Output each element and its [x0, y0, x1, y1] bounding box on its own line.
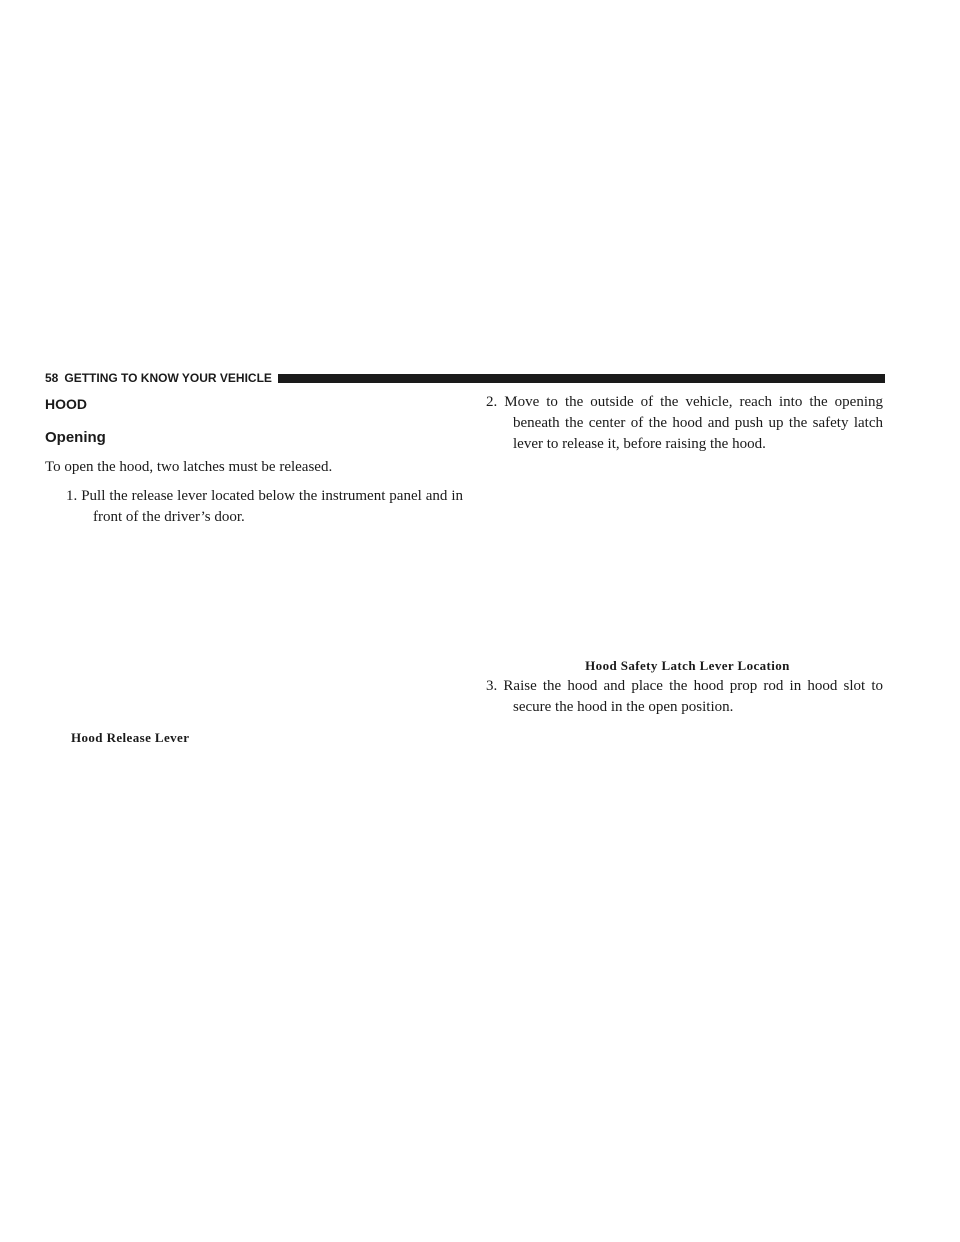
figure-caption-hood-safety-latch: Hood Safety Latch Lever Location — [585, 658, 790, 673]
figure-caption-hood-release-lever: Hood Release Lever — [71, 730, 190, 745]
step-3: 3. Raise the hood and place the hood prop rod in hood slot to secure the hood in the open position. — [486, 678, 883, 715]
subsection-heading: Opening — [45, 429, 106, 446]
section-title: GETTING TO KNOW YOUR VEHICLE — [64, 371, 272, 385]
hood-release-lever-figure — [45, 528, 463, 730]
left-column — [45, 392, 463, 746]
step-2: 2. Move to the outside of the vehicle, reach into the opening beneath the center of the hood and push up the safety latch lever to release it, before raising the hood. — [486, 394, 883, 452]
step-1: 1. Pull the release lever located below the instrument panel and in front of the driver’s door. — [66, 488, 463, 525]
page-header — [45, 370, 885, 386]
page-number: 58 — [45, 371, 59, 385]
intro-paragraph: To open the hood, two latches must be released. — [45, 459, 333, 475]
header-rule — [278, 374, 885, 383]
right-column — [465, 392, 883, 718]
hood-safety-latch-figure — [465, 455, 883, 658]
section-heading: HOOD — [45, 396, 87, 412]
